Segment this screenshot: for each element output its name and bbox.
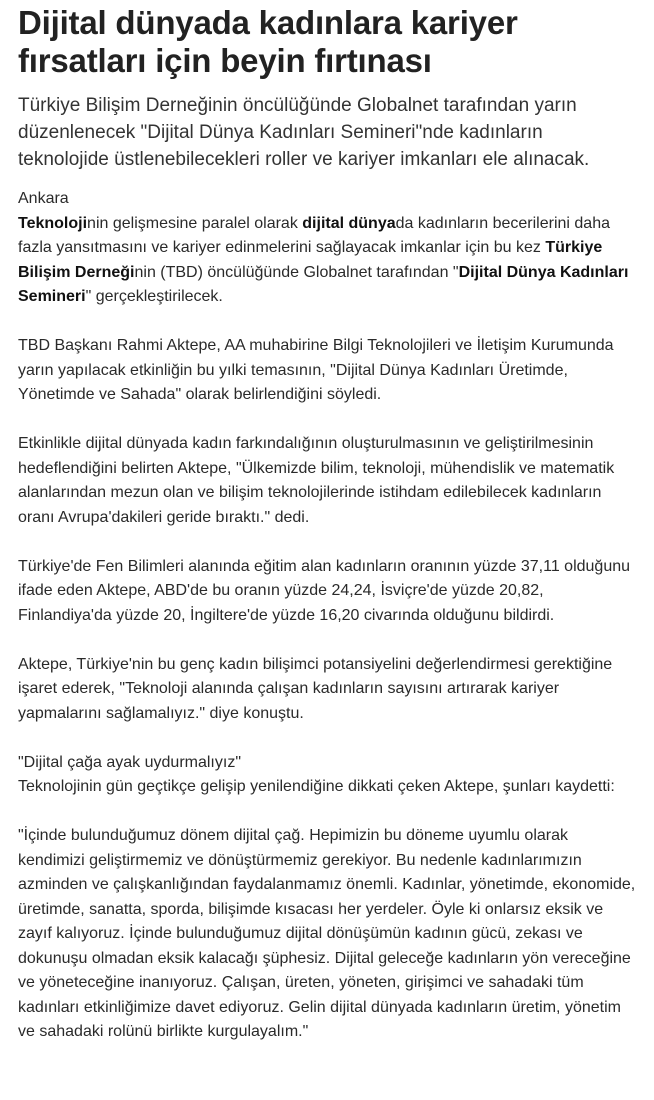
intro-text: " gerçekleştirilecek. (85, 288, 223, 305)
body-paragraph: Teknolojinin gün geçtikçe gelişip yenilendiğine dikkati çeken Aktepe, şunları kaydetti: (18, 778, 615, 795)
intro-text: nin gelişmesine paralel olarak (87, 214, 303, 232)
news-article (18, 0, 638, 1069)
intro-text: nin (TBD) öncülüğünde Globalnet tarafından " (134, 263, 459, 281)
body-paragraph: Türkiye'de Fen Bilimleri alanında eğitim alan kadınların oranının yüzde 37,11 olduğunu ifade eden Aktepe, ABD'de bu oranın yüzde 24,24, İsviçre'de yüzde 20,82, Finlandiya'da yüzde 20, İngiltere'de yüzde 16,20 civarında olduğunu bildirdi. (18, 557, 631, 624)
body-paragraph: TBD Başkanı Rahmi Aktepe, AA muhabirine Bilgi Teknolojileri ve İletişim Kurumunda yarın yapılacak etkinliğin bu yılki temasının, "Dijital Dünya Kadınları Üretimde, Yönetimde ve Sahada" olarak belirlendiğini söyledi. (18, 337, 614, 403)
dateline: Ankara (18, 190, 69, 207)
body-paragraph: Etkinlikle dijital dünyada kadın farkındalığının oluşturulmasının ve geliştirilmesinin hedeflendiğini belirten Aktepe, "Ülkemizde bilim, teknoloji, mühendislik ve matematik alanlarından mezun olan ve bilişim teknolojilerinde istihdam edilebilecek kadınların oranı Avrupa'dakileri geride bıraktı." dedi. (18, 435, 615, 526)
section-subheading: "Dijital çağa ayak uydurmalıyız" (18, 753, 241, 771)
bold-keyword: Dijital Dünya Kadınları Semineri (18, 263, 629, 305)
bold-keyword: Teknoloji (18, 214, 88, 232)
bold-keyword: Türkiye Bilişim Derneği (18, 239, 603, 281)
article-title: Dijital dünyada kadınlara kariyer fırsatları için beyin fırtınası (18, 4, 518, 79)
article-body (18, 187, 638, 1045)
intro-text: da kadınların becerilerini daha fazla yansıtmasını ve kariyer edinmelerini sağlayacak imkanlar için bu kez (18, 214, 610, 256)
quote-paragraph: "İçinde bulunduğumuz dönem dijital çağ. Hepimizin bu döneme uyumlu olarak kendimizi geliştirmemiz ve dönüştürmemiz gerekiyor. Bu nedenle kadınlarımızın azminden ve çalışkanlığından faydalanmamız önemli. Kadınlar, yönetimde, ekonomide, üretimde, sanatta, sporda, bilişimde kısacası her yerdeler. Öyle ki onlarsız eksik ve zayıf kalıyoruz. İçinde bulunduğumuz dijital dönüşümün kadının gücü, zekası ve dokunuşu olmadan eksik kalacağı şüphesiz. Dijital geleceğe kadınların yön vereceğine ve yöneteceğine inanıyoruz. Çalışan, üreten, yöneten, girişimci ve sahadaki tüm kadınları etkinliğimize davet ediyoruz. Gelin dijital dünyada kadınların üretim, yönetim ve sahadaki rolünü birlikte kurgulayalım." (18, 827, 636, 1040)
intro-paragraph (18, 212, 638, 310)
article-summary: Türkiye Bilişim Derneğinin öncülüğünde Globalnet tarafından yarın düzenlenecek "Dijital Dünya Kadınları Semineri"nde kadınların teknolojide üstlenebilecekleri roller ve kariyer imkanları ele alınacak. (18, 95, 590, 170)
bold-keyword: dijital dünya (302, 214, 396, 232)
body-paragraph: Aktepe, Türkiye'nin bu genç kadın bilişimci potansiyelini değerlendirmesi gerektiğine işaret ederek, "Teknoloji alanında çalışan kadınların sayısını artırarak kariyer yapmalarını sağlamalıyız." diye konuştu. (18, 655, 613, 722)
